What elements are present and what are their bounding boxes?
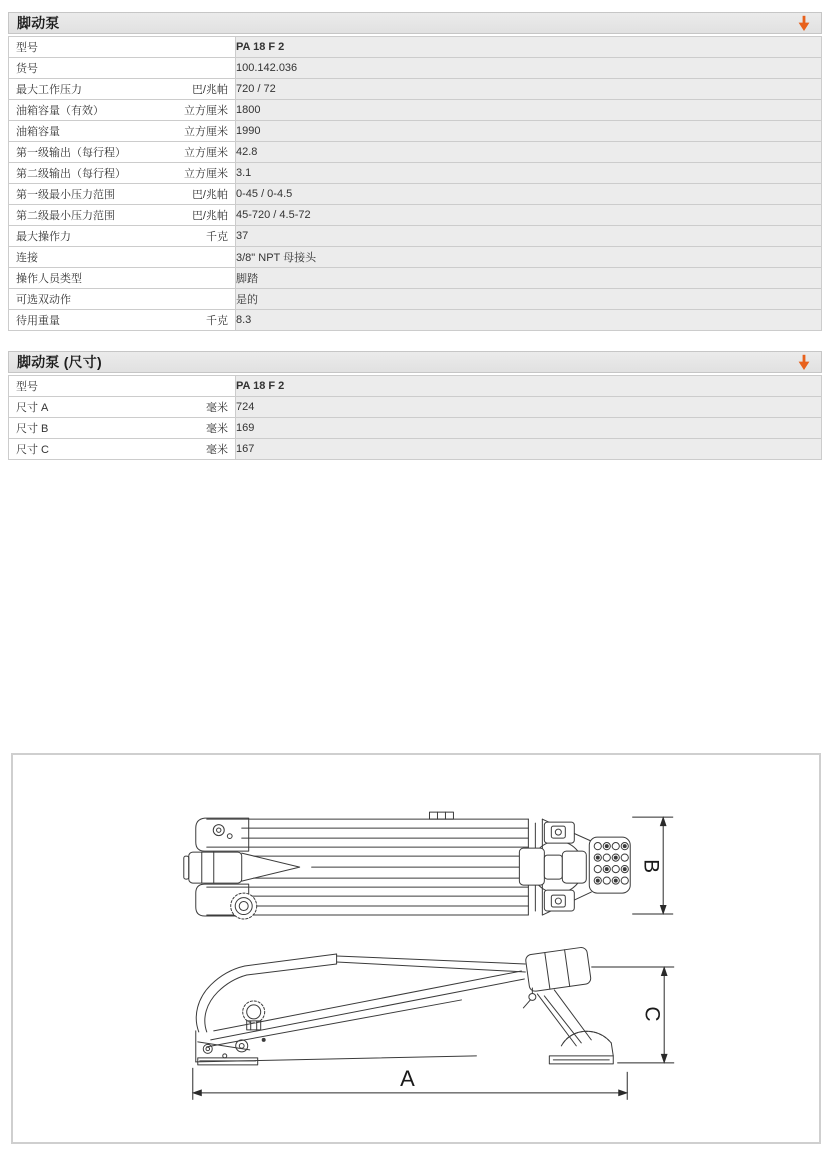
row-value: 3/8" NPT 母接头 bbox=[236, 247, 822, 268]
row-value: 42.8 bbox=[236, 142, 822, 163]
table-row bbox=[9, 205, 822, 226]
row-value: 37 bbox=[236, 226, 822, 247]
row-unit: 巴/兆帕 bbox=[191, 210, 228, 222]
spec-table bbox=[8, 375, 822, 460]
row-label: 货号 bbox=[16, 63, 38, 75]
row-label: 型号 bbox=[16, 42, 38, 54]
row-unit: 立方厘米 bbox=[184, 168, 228, 180]
row-unit: 巴/兆帕 bbox=[191, 84, 228, 96]
row-value: 720 / 72 bbox=[236, 79, 822, 100]
table-row bbox=[9, 247, 822, 268]
table-row bbox=[9, 184, 822, 205]
table-title: 脚动泵 bbox=[17, 15, 60, 31]
row-unit: 巴/兆帕 bbox=[191, 189, 228, 201]
table-row bbox=[9, 376, 822, 397]
row-label: 第一级输出（每行程） bbox=[16, 147, 126, 159]
table-row bbox=[9, 37, 822, 58]
technical-drawing-panel bbox=[11, 753, 821, 1144]
row-value: PA 18 F 2 bbox=[236, 37, 822, 58]
row-label: 可选双动作 bbox=[16, 294, 71, 306]
table-row bbox=[9, 439, 822, 460]
row-value: 724 bbox=[236, 397, 822, 418]
row-value: 8.3 bbox=[236, 310, 822, 331]
table-header bbox=[8, 351, 822, 373]
spec-table bbox=[8, 36, 822, 331]
row-label: 油箱容量 bbox=[16, 126, 60, 138]
pump-top-view bbox=[184, 812, 630, 919]
row-value: 169 bbox=[236, 418, 822, 439]
table-row bbox=[9, 289, 822, 310]
dimension-b bbox=[632, 816, 673, 915]
table-row bbox=[9, 100, 822, 121]
row-label: 油箱容量（有效） bbox=[16, 105, 104, 117]
dimension-c bbox=[591, 966, 674, 1064]
table-row bbox=[9, 121, 822, 142]
table-row bbox=[9, 418, 822, 439]
row-label: 最大工作压力 bbox=[16, 84, 82, 96]
row-label: 最大操作力 bbox=[16, 231, 71, 243]
table-row bbox=[9, 163, 822, 184]
row-value: 45-720 / 4.5-72 bbox=[236, 205, 822, 226]
download-arrow-icon[interactable] bbox=[797, 354, 811, 371]
row-value: 是的 bbox=[236, 289, 822, 310]
spec-section-foot-pump bbox=[8, 12, 822, 331]
row-unit: 毫米 bbox=[206, 444, 228, 456]
dimension-a bbox=[192, 1066, 628, 1100]
row-label: 尺寸 B bbox=[16, 423, 49, 435]
table-title: 脚动泵 (尺寸) bbox=[17, 354, 102, 370]
spec-section-dimensions bbox=[8, 351, 822, 460]
row-value: 100.142.036 bbox=[236, 58, 822, 79]
row-unit: 千克 bbox=[206, 315, 228, 327]
row-label: 尺寸 C bbox=[16, 444, 49, 456]
table-row bbox=[9, 397, 822, 418]
row-value: 1990 bbox=[236, 121, 822, 142]
row-unit: 毫米 bbox=[206, 402, 228, 414]
table-row bbox=[9, 268, 822, 289]
download-arrow-icon[interactable] bbox=[797, 15, 811, 32]
row-label: 第一级最小压力范围 bbox=[16, 189, 115, 201]
dim-label-c: C bbox=[640, 1006, 664, 1022]
table-row bbox=[9, 58, 822, 79]
dim-label-b: B bbox=[639, 859, 663, 874]
table-row bbox=[9, 226, 822, 247]
row-value: 脚踏 bbox=[236, 268, 822, 289]
table-row bbox=[9, 79, 822, 100]
pump-side-view bbox=[196, 947, 613, 1065]
row-label: 第二级最小压力范围 bbox=[16, 210, 115, 222]
row-unit: 毫米 bbox=[206, 423, 228, 435]
row-value: 167 bbox=[236, 439, 822, 460]
row-value: 3.1 bbox=[236, 163, 822, 184]
row-value: 1800 bbox=[236, 100, 822, 121]
row-value: 0-45 / 0-4.5 bbox=[236, 184, 822, 205]
table-row bbox=[9, 310, 822, 331]
table-row bbox=[9, 142, 822, 163]
row-label: 连接 bbox=[16, 252, 38, 264]
row-unit: 立方厘米 bbox=[184, 126, 228, 138]
row-label: 型号 bbox=[16, 381, 38, 393]
row-label: 操作人员类型 bbox=[16, 273, 82, 285]
row-unit: 立方厘米 bbox=[184, 147, 228, 159]
table-header bbox=[8, 12, 822, 34]
dim-label-a: A bbox=[400, 1065, 415, 1091]
row-unit: 千克 bbox=[206, 231, 228, 243]
row-label: 第二级输出（每行程） bbox=[16, 168, 126, 180]
row-label: 尺寸 A bbox=[16, 402, 49, 414]
row-label: 待用重量 bbox=[16, 315, 60, 327]
pump-technical-drawing bbox=[13, 755, 819, 1142]
row-unit: 立方厘米 bbox=[184, 105, 228, 117]
row-value: PA 18 F 2 bbox=[236, 376, 822, 397]
